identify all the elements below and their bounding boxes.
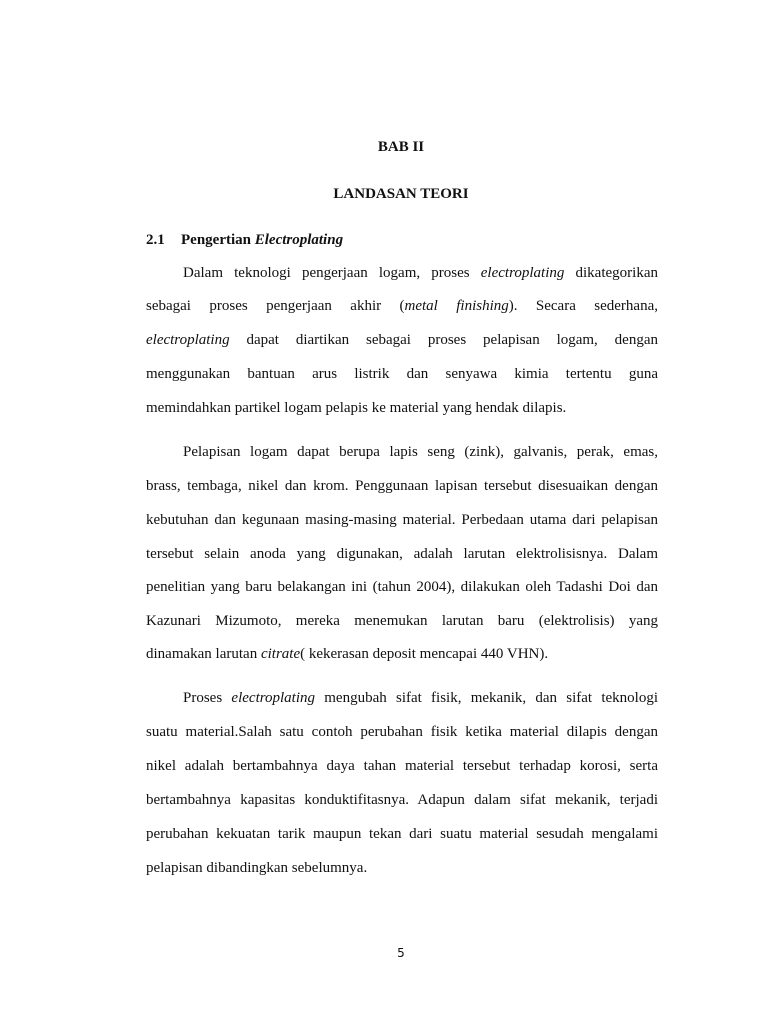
paragraph-line: tersebut selain anoda yang digunakan, adalah larutan elektrolisisnya. Dalam xyxy=(146,546,658,562)
paragraph-line: brass, tembaga, nikel dan krom. Penggunaan lapisan tersebut disesuaikan dengan xyxy=(146,478,658,494)
paragraph-line: menggunakan bantuan arus listrik dan senyawa kimia tertentu guna xyxy=(146,366,658,382)
section-title-italic: Electroplating xyxy=(254,232,344,248)
section-title-text: Pengertian xyxy=(181,232,255,248)
italic-term: electroplating xyxy=(231,690,316,706)
text-run: Proses xyxy=(183,690,232,706)
text-run: ( kekerasan deposit mencapai 440 VHN). xyxy=(300,646,549,662)
text-run: dikategorikan xyxy=(564,265,658,281)
paragraph-line: pelapisan dibandingkan sebelumnya. xyxy=(146,860,368,876)
italic-term: electroplating xyxy=(480,265,565,281)
paragraph-line xyxy=(183,264,658,282)
paragraph-line xyxy=(146,645,658,663)
paragraph-line: Pelapisan logam dapat berupa lapis seng (zink), galvanis, perak, emas, xyxy=(183,444,658,460)
paragraph-line: kebutuhan dan kegunaan masing-masing material. Perbedaan utama dari pelapisan xyxy=(146,512,658,528)
section-number: 2.1 xyxy=(146,232,165,248)
text-run: mengubah sifat fisik, mekanik, dan sifat teknologi xyxy=(315,690,658,706)
chapter-label: BAB II xyxy=(377,139,425,155)
text-run: Dalam teknologi pengerjaan logam, proses xyxy=(183,265,481,281)
paragraph-line: suatu material.Salah satu contoh perubahan fisik ketika material dilapis dengan xyxy=(146,724,658,740)
paragraph-line: nikel adalah bertambahnya daya tahan material tersebut terhadap korosi, serta xyxy=(146,758,658,774)
section-heading xyxy=(146,231,343,249)
paragraph-line: memindahkan partikel logam pelapis ke material yang hendak dilapis. xyxy=(146,400,567,416)
text-run: dinamakan larutan xyxy=(146,646,261,662)
paragraph-line xyxy=(183,689,658,707)
paragraph-line xyxy=(146,297,658,315)
text-run: ). Secara sederhana, xyxy=(508,298,658,314)
paragraph-line xyxy=(146,331,658,349)
paragraph-line: penelitian yang baru belakangan ini (tahun 2004), dilakukan oleh Tadashi Doi dan xyxy=(146,579,658,595)
paragraph-line: perubahan kekuatan tarik maupun tekan dari suatu material sesudah mengalami xyxy=(146,826,658,842)
page-number: 5 xyxy=(397,946,405,960)
italic-term: metal finishing xyxy=(404,298,509,314)
italic-term: electroplating xyxy=(146,332,230,348)
paragraph-line: bertambahnya kapasitas konduktifitasnya. Adapun dalam sifat mekanik, terjadi xyxy=(146,792,658,808)
italic-term: citrate xyxy=(260,646,301,662)
text-run: dapat diartikan sebagai proses pelapisan logam, dengan xyxy=(229,332,658,348)
chapter-title: LANDASAN TEORI xyxy=(333,186,469,202)
text-run: sebagai proses pengerjaan akhir ( xyxy=(146,298,405,314)
paragraph-line: Kazunari Mizumoto, mereka menemukan larutan baru (elektrolisis) yang xyxy=(146,613,658,629)
